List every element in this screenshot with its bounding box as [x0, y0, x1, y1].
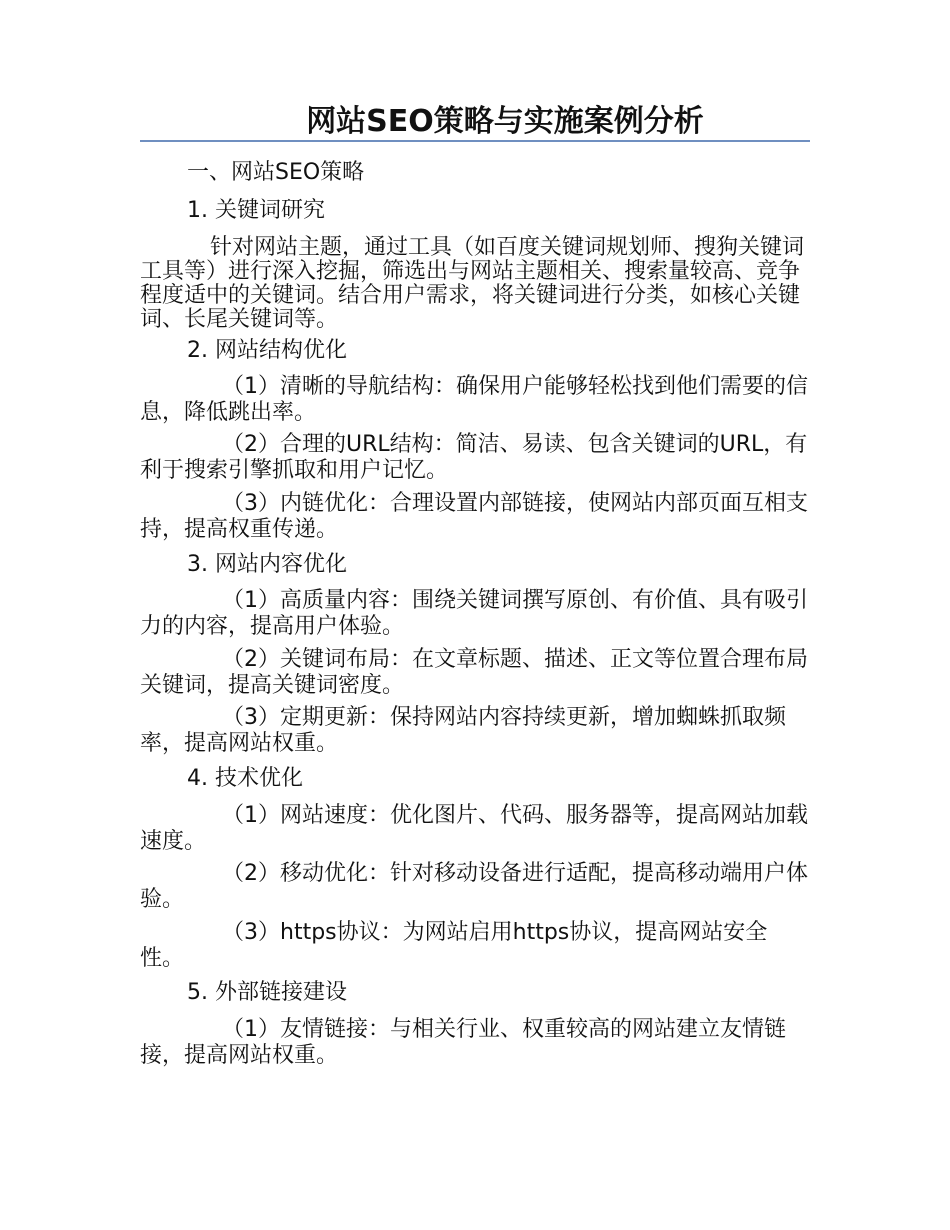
- paragraph-mobile: （2）移动优化：针对移动设备进行适配，提高移动端用户体验。: [140, 861, 808, 912]
- document-title: 网站SEO策略与实施案例分析: [306, 104, 704, 139]
- paragraph-regular-updates: （3）定期更新：保持网站内容持续更新，增加蜘蛛抓取频率，提高网站权重。: [140, 705, 786, 756]
- paragraph-internal-links: （3）内链优化：合理设置内部链接，使网站内部页面互相支持，提高权重传递。: [140, 491, 808, 542]
- paragraph-friend-links: （1）友情链接：与相关行业、权重较高的网站建立友情链接，提高网站权重。: [140, 1017, 786, 1068]
- paragraph-quality-content: （1）高质量内容：围绕关键词撰写原创、有价值、具有吸引力的内容，提高用户体验。: [140, 588, 808, 639]
- subsection-heading-keyword-research: 1. 关键词研究: [187, 198, 325, 223]
- subsection-heading-site-structure: 2. 网站结构优化: [187, 338, 347, 363]
- title-underline: [140, 140, 810, 142]
- subsection-heading-external-links: 5. 外部链接建设: [187, 980, 347, 1005]
- paragraph-site-speed: （1）网站速度：优化图片、代码、服务器等，提高网站加载速度。: [140, 803, 808, 854]
- paragraph-keyword-layout: （2）关键词布局：在文章标题、描述、正文等位置合理布局关键词，提高关键词密度。: [140, 647, 808, 698]
- paragraph-keyword-research: 针对网站主题，通过工具（如百度关键词规划师、搜狗关键词工具等）进行深入挖掘，筛选出与网站主题相关、搜索量较高、竞争程度适中的关键词。结合用户需求，将关键词进行分类，如核心关键词、长尾关键词等。: [140, 235, 805, 332]
- subsection-heading-technical: 4. 技术优化: [187, 766, 303, 791]
- paragraph-url-structure: （2）合理的URL结构：简洁、易读、包含关键词的URL，有利于搜索引擎抓取和用户记忆。: [140, 432, 808, 483]
- subsection-heading-content: 3. 网站内容优化: [187, 552, 347, 577]
- paragraph-https: （3）https协议：为网站启用https协议，提高网站安全性。: [140, 920, 768, 971]
- paragraph-navigation: （1）清晰的导航结构：确保用户能够轻松找到他们需要的信息，降低跳出率。: [140, 374, 808, 425]
- section-heading: 一、网站SEO策略: [187, 160, 365, 185]
